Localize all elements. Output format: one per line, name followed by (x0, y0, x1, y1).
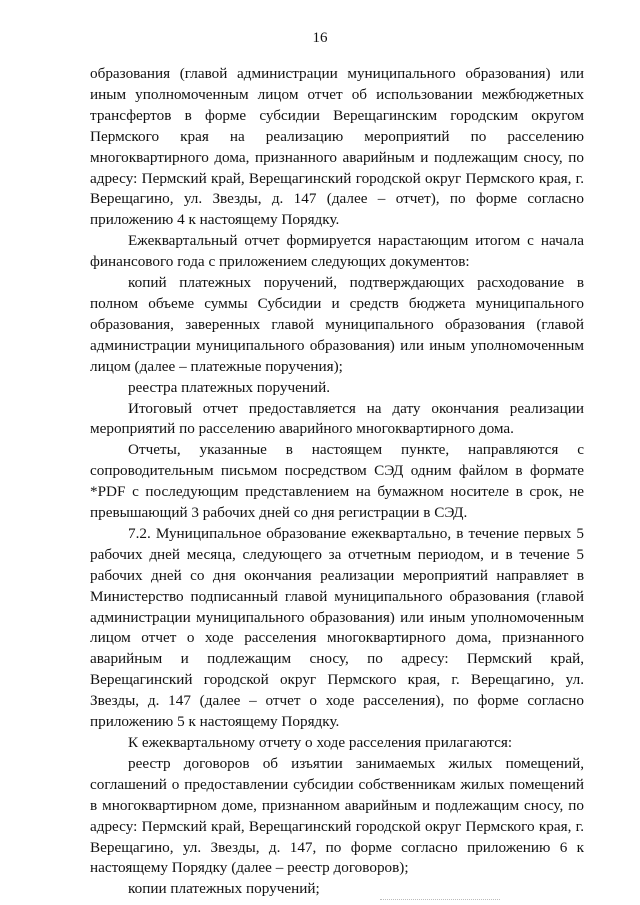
scan-artifact (380, 899, 500, 902)
paragraph: копии платежных поручений; (128, 880, 320, 898)
paragraph: К ежеквартальному отчету о ходе расселения прилагаются: (128, 734, 513, 751)
paragraph: реестр договоров об изъятии занимаемых жилых помещений, соглашений о предоставлении субсидии собственникам жилых помещений в многоквартирном доме, признанном аварийным и подлежащим сносу, по адресу: Пермский край, Верещагинский городской округ Пермского края, г. Верещагино, ул. Звезды, д. 147, по форме согласно приложению 6 к настоящему Порядку (далее – реестр договоров); (90, 754, 584, 877)
paragraph: реестра платежных поручений. (128, 378, 331, 396)
document-body (90, 64, 584, 900)
paragraph: Отчеты, указанные в настоящем пункте, направляются с сопроводительным письмом посредством СЭД одним файлом в формате *PDF с последующим представлением на бумажном носителе в срок, не превышающий 3 рабочих дней со дня регистрации в СЭД. (90, 441, 584, 522)
paragraph: копий платежных поручений, подтверждающих расходование в полном объеме суммы Субсидии и средств бюджета муниципального образования, заверенных главой муниципального образования (главой администрации муниципального образования) или иным уполномоченным лицом (далее – платежные поручения); (90, 274, 584, 375)
paragraph: Ежеквартальный отчет формируется нарастающим итогом с начала финансового года с приложением следующих документов: (90, 232, 584, 271)
page-number: 16 (312, 30, 328, 46)
paragraph: Итоговый отчет предоставляется на дату окончания реализации мероприятий по расселению аварийного многоквартирного дома. (90, 399, 584, 438)
paragraph: образования (главой администрации муниципального образования) или иным уполномоченным лицом отчет об использовании межбюджетных трансфертов в форме субсидии Верещагинским городским округом Пермского края на реализацию мероприятий по расселению многоквартирного дома, признанного аварийным и подлежащим сносу, по адресу: Пермский край, Верещагинский городской округ Пермского края, г. Верещагино, ул. Звезды, д. 147 (далее – отчет), по форме согласно приложению 4 к настоящему Порядку. (90, 65, 584, 229)
paragraph: 7.2. Муниципальное образование ежеквартально, в течение первых 5 рабочих дней месяца, следующего за отчетным периодом, и в течение 5 рабочих дней со дня окончания реализации мероприятий направляет в Министерство подписанный главой муниципального образования (главой администрации муниципального образования) или иным уполномоченным лицом отчет о ходе расселения многоквартирного дома, признанного аварийным и подлежащим сносу, по адресу: Пермский край, Верещагинский городской округ Пермского края, г. Верещагино, ул. Звезды, д. 147 (далее – отчет о ходе расселения), по форме согласно приложению 5 к настоящему Порядку. (90, 524, 584, 731)
